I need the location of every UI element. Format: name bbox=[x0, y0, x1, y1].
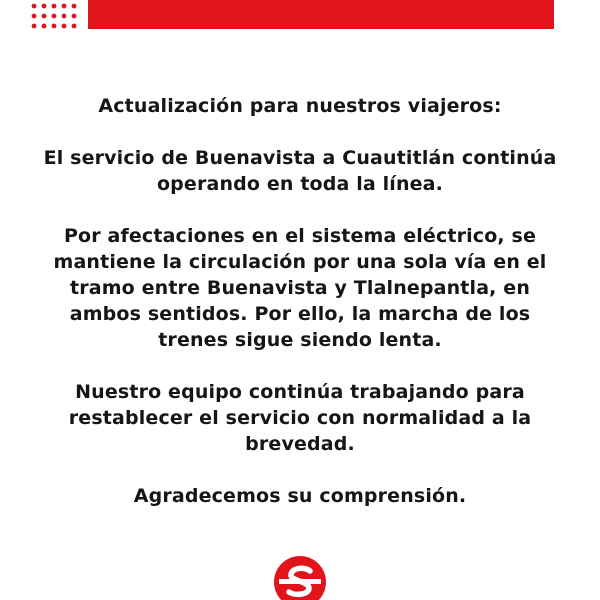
suburbano-logo-icon bbox=[273, 555, 327, 600]
notice-paragraph-electrical: Por afectaciones en el sistema eléctrico, se mantiene la circulación por una sola vía en el tramo entre Buenavista y Tlalnepantla, en ambos sentidos. Por ello, la marcha de los trenes sigue siendo lenta. bbox=[53, 225, 547, 351]
header-red-bar bbox=[88, 0, 554, 29]
notice-paragraph-work: Nuestro equipo continúa trabajando para restablecer el servicio con normalidad a la brevedad. bbox=[68, 381, 532, 455]
notice-title: Actualización para nuestros viajeros: bbox=[98, 95, 502, 117]
dot-grid-icon bbox=[30, 2, 78, 30]
notice-body bbox=[0, 93, 600, 509]
notice-closing: Agradecemos su comprensión. bbox=[133, 485, 467, 507]
notice-paragraph-service: El servicio de Buenavista a Cuautitlán continúa operando en toda la línea. bbox=[43, 147, 557, 195]
